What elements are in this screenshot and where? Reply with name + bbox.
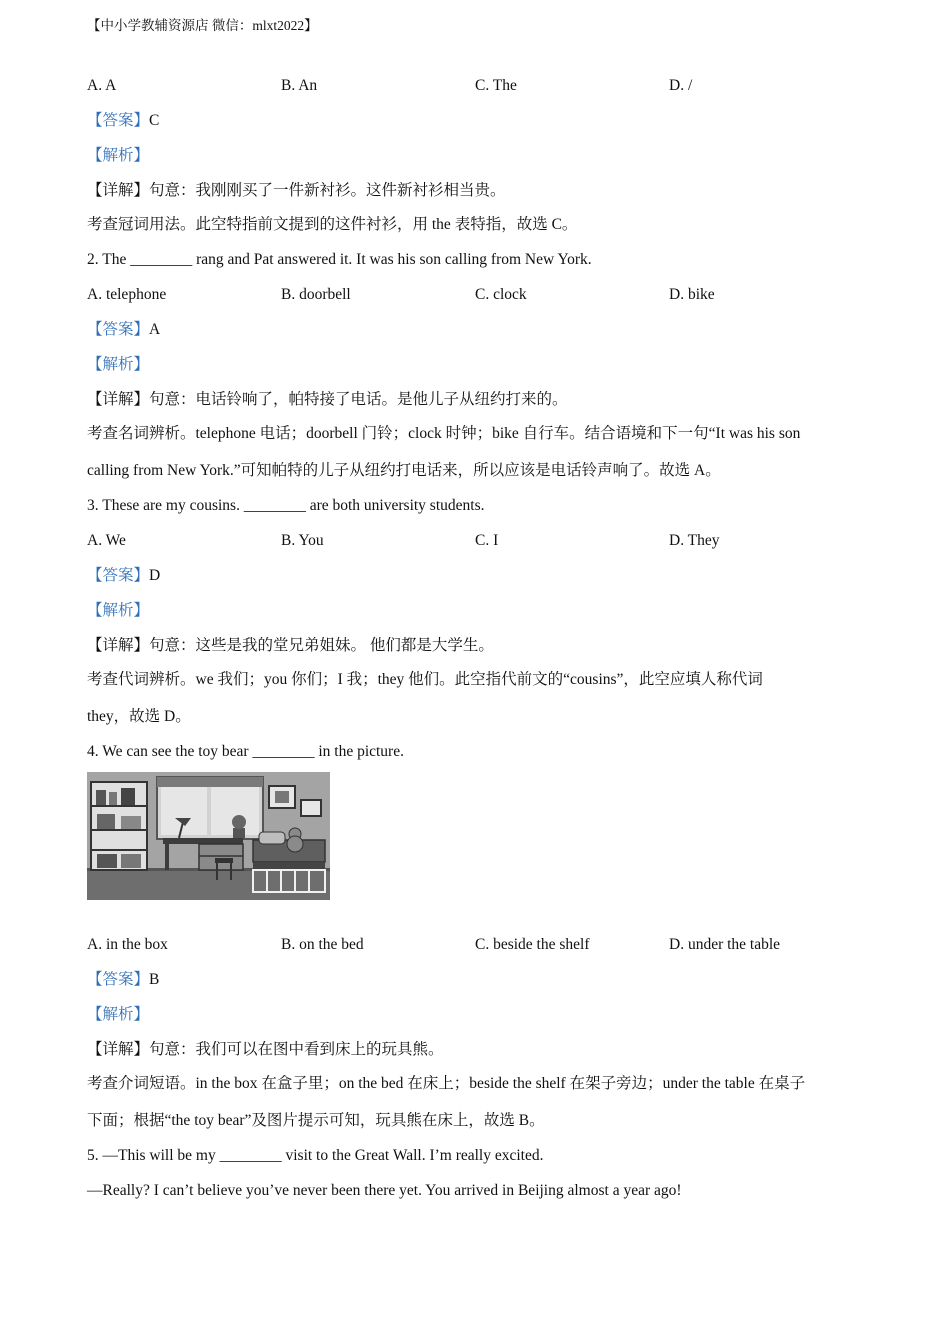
q2-answer (87, 320, 160, 340)
answer-value: C (149, 112, 160, 129)
detail-tag: 【详解】 (87, 1041, 150, 1058)
page-header: 【中小学教辅资源店 微信：mlxt2022】 (87, 18, 318, 33)
q3-options (87, 531, 867, 551)
q2-option-a: A. telephone (87, 286, 167, 303)
q2-option-b: B. doorbell (281, 286, 351, 303)
answer-value: B (149, 971, 160, 988)
q3-option-d: D. They (669, 532, 720, 549)
q2-options (87, 285, 867, 305)
bedroom-illustration (87, 772, 330, 900)
q4-option-a: A. in the box (87, 936, 168, 953)
q3-analysis-tag: 【解析】 (87, 602, 150, 619)
q2-stem: 2. The ________ rang and Pat answered it. It was his son calling from New York. (87, 251, 592, 268)
detail-tag: 【详解】 (87, 637, 150, 654)
q2-analysis-tag: 【解析】 (87, 356, 150, 373)
q3-option-a: A. We (87, 532, 126, 549)
q1-option-a: A. A (87, 77, 117, 94)
q1-detail (87, 181, 506, 201)
detail-tag: 【详解】 (87, 182, 150, 199)
detail-tag: 【详解】 (87, 391, 150, 408)
q1-analysis-tag: 【解析】 (87, 147, 150, 164)
q4-option-d: D. under the table (669, 936, 781, 953)
q3-answer (87, 566, 160, 586)
q3-explanation-line-1: 考查代词辨析。we 我们；you 你们；I 我；they 他们。此空指代前文的“cousins”，此空应填人称代词 (87, 671, 763, 688)
q2-explanation-line-1: 考查名词辨析。telephone 电话；doorbell 门铃；clock 时钟；bike 自行车。结合语境和下一句“It was his son (87, 425, 801, 442)
q4-explanation-line-1: 考查介词短语。in the box 在盒子里；on the bed 在床上；beside the shelf 在架子旁边；under the table 在桌子 (87, 1075, 806, 1092)
q2-option-d: D. bike (669, 286, 715, 303)
q1-option-b: B. An (281, 77, 318, 94)
q4-detail (87, 1040, 444, 1060)
bedroom-picture (87, 772, 330, 900)
answer-tag: 【答案】 (87, 567, 150, 584)
q1-option-c: C. The (475, 77, 517, 94)
detail-text: 句意：这些是我的堂兄弟姐妹。 他们都是大学生。 (149, 637, 494, 654)
q2-detail (87, 390, 568, 410)
answer-tag: 【答案】 (87, 971, 150, 988)
detail-text: 句意：电话铃响了，帕特接了电话。是他儿子从纽约打来的。 (149, 391, 568, 408)
answer-value: A (149, 321, 161, 338)
answer-tag: 【答案】 (87, 321, 150, 338)
q3-option-c: C. I (475, 532, 499, 549)
q2-explanation-line-2: calling from New York.”可知帕特的儿子从纽约打电话来，所以应该是电话铃声响了。故选 A。 (87, 462, 721, 479)
q1-answer (87, 111, 159, 131)
q1-options (87, 76, 867, 96)
q4-analysis-tag: 【解析】 (87, 1006, 150, 1023)
q1-explanation: 考查冠词用法。此空特指前文提到的这件衬衫，用 the 表特指，故选 C。 (87, 216, 578, 233)
q3-option-b: B. You (281, 532, 324, 549)
q5-stem: 5. —This will be my ________ visit to the Great Wall. I’m really excited. (87, 1147, 544, 1164)
q4-explanation-line-2: 下面；根据“the toy bear”及图片提示可知，玩具熊在床上，故选 B。 (87, 1112, 545, 1129)
q4-option-b: B. on the bed (281, 936, 364, 953)
q3-detail (87, 636, 494, 656)
q4-stem: 4. We can see the toy bear ________ in the picture. (87, 743, 404, 760)
q4-answer (87, 970, 159, 990)
detail-text: 句意：我们可以在图中看到床上的玩具熊。 (149, 1041, 444, 1058)
detail-text: 句意：我刚刚买了一件新衬衫。这件新衬衫相当贵。 (149, 182, 506, 199)
answer-value: D (149, 567, 161, 584)
q3-stem: 3. These are my cousins. ________ are both university students. (87, 497, 485, 514)
q5-dialog: —Really? I can’t believe you’ve never been there yet. You arrived in Beijing almost a year ago! (87, 1182, 682, 1199)
q1-option-d: D. / (669, 77, 693, 94)
q3-explanation-line-2: they，故选 D。 (87, 708, 191, 725)
answer-tag: 【答案】 (87, 112, 150, 129)
q2-option-c: C. clock (475, 286, 527, 303)
q4-option-c: C. beside the shelf (475, 936, 590, 953)
q4-options (87, 935, 867, 955)
